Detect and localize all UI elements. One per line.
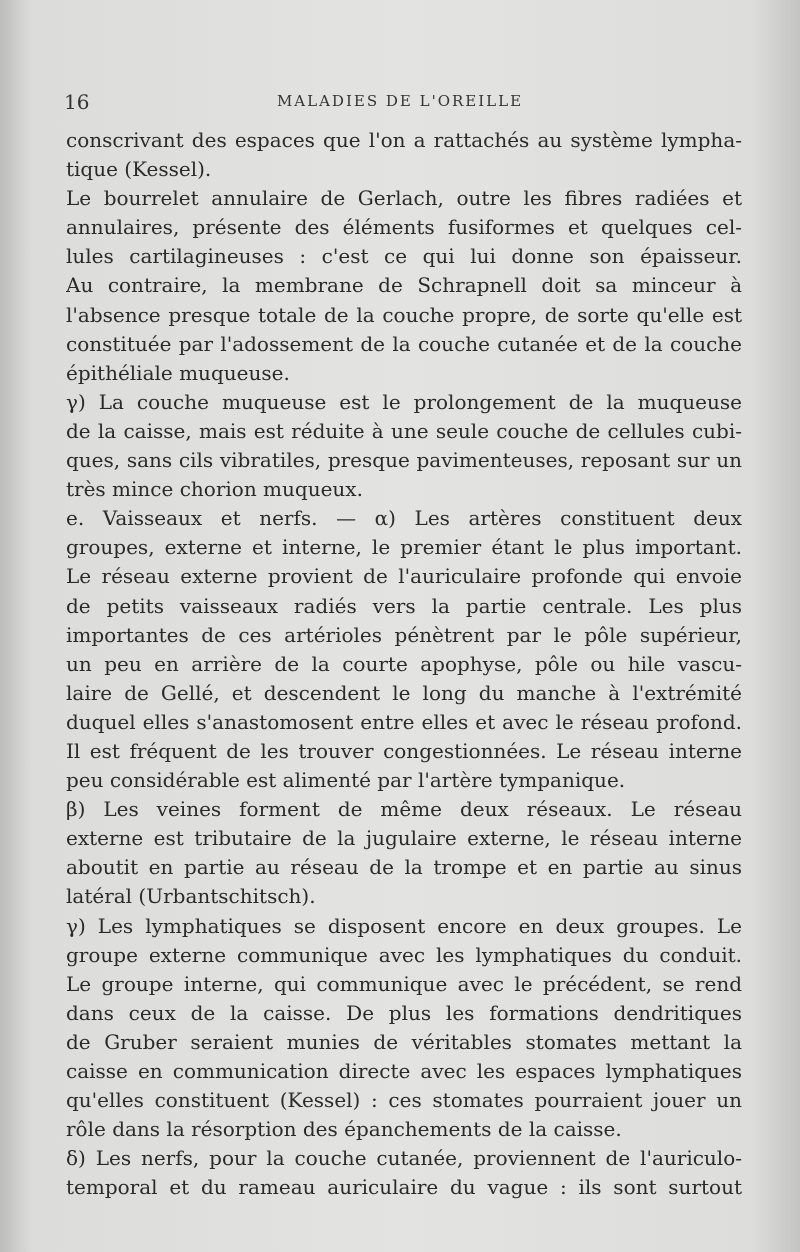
text-line: importantes de ces artérioles pénètrent par le pôle supérieur, <box>66 622 742 647</box>
text-line: très mince chorion muqueux. <box>66 477 363 502</box>
text-line: δ) Les nerfs, pour la couche cutanée, proviennent de l'auriculo- <box>66 1146 742 1171</box>
text-line: γ) Les lymphatiques se disposent encore en deux groupes. Le <box>66 913 742 938</box>
text-line: Le réseau externe provient de l'auriculaire profonde qui envoie <box>66 564 742 589</box>
text-line: externe est tributaire de la jugulaire externe, le réseau interne <box>66 826 742 851</box>
text-line: groupes, externe et interne, le premier étant le plus important. <box>66 535 742 560</box>
text-line: caisse en communication directe avec les espaces lymphatiques <box>66 1059 742 1083</box>
text-line: de Gruber seraient munies de véritables stomates mettant la <box>66 1029 742 1054</box>
text-line: conscrivant des espaces que l'on a rattachés au système lympha- <box>66 128 742 152</box>
body-text <box>66 126 742 1202</box>
text-line: rôle dans la résorption des épanchements de la caisse. <box>66 1117 622 1142</box>
text-line: constituée par l'adossement de la couche cutanée et de la couche <box>66 331 742 356</box>
text-line: Le bourrelet annulaire de Gerlach, outre les fibres radiées et <box>66 186 742 211</box>
text-line: Il est fréquent de les trouver congestionnées. Le réseau interne <box>66 738 742 763</box>
text-line: γ) La couche muqueuse est le prolongement de la muqueuse <box>66 389 742 414</box>
text-line: tique (Kessel). <box>66 157 212 182</box>
text-line: annulaires, présente des éléments fusiformes et quelques cel- <box>66 215 742 240</box>
text-line: groupe externe communique avec les lymphatiques du conduit. <box>66 942 742 967</box>
text-line: duquel elles s'anastomosent entre elles et avec le réseau profond. <box>66 709 742 734</box>
text-line: laire de Gellé, et descendent le long du manche à l'extrémité <box>66 680 742 705</box>
text-line: un peu en arrière de la courte apophyse, pôle ou hile vascu- <box>66 651 742 676</box>
text-line: e. Vaisseaux et nerfs. — α) Les artères constituent deux <box>66 506 742 531</box>
text-line: peu considérable est alimenté par l'artère tympanique. <box>66 768 626 793</box>
text-line: l'absence presque totale de la couche propre, de sorte qu'elle est <box>66 302 742 327</box>
page-number: 16 <box>64 90 90 114</box>
page-header <box>0 90 800 114</box>
text-line: de petits vaisseaux radiés vers la partie centrale. Les plus <box>66 593 742 618</box>
text-line: ques, sans cils vibratiles, presque pavimenteuses, reposant sur un <box>66 448 742 473</box>
text-line: de la caisse, mais est réduite à une seule couche de cellules cubi- <box>66 418 742 443</box>
text-line: latéral (Urbantschitsch). <box>66 884 316 909</box>
text-line: aboutit en partie au réseau de la trompe et en partie au sinus <box>66 855 742 880</box>
text-line: Le groupe interne, qui communique avec le précédent, se rend <box>66 971 742 996</box>
text-line: lules cartilagineuses : c'est ce qui lui donne son épaisseur. <box>66 244 742 269</box>
text-line: dans ceux de la caisse. De plus les formations dendritiques <box>66 1000 742 1025</box>
text-line: qu'elles constituent (Kessel) : ces stomates pourraient jouer un <box>66 1088 742 1113</box>
text-line: épithéliale muqueuse. <box>66 360 290 385</box>
text-line: Au contraire, la membrane de Schrapnell doit sa minceur à <box>66 273 742 298</box>
text-line: β) Les veines forment de même deux réseaux. Le réseau <box>66 797 742 822</box>
text-line: temporal et du rameau auriculaire du vague : ils sont surtout <box>66 1175 742 1200</box>
running-head: MALADIES DE L'OREILLE <box>276 92 524 110</box>
